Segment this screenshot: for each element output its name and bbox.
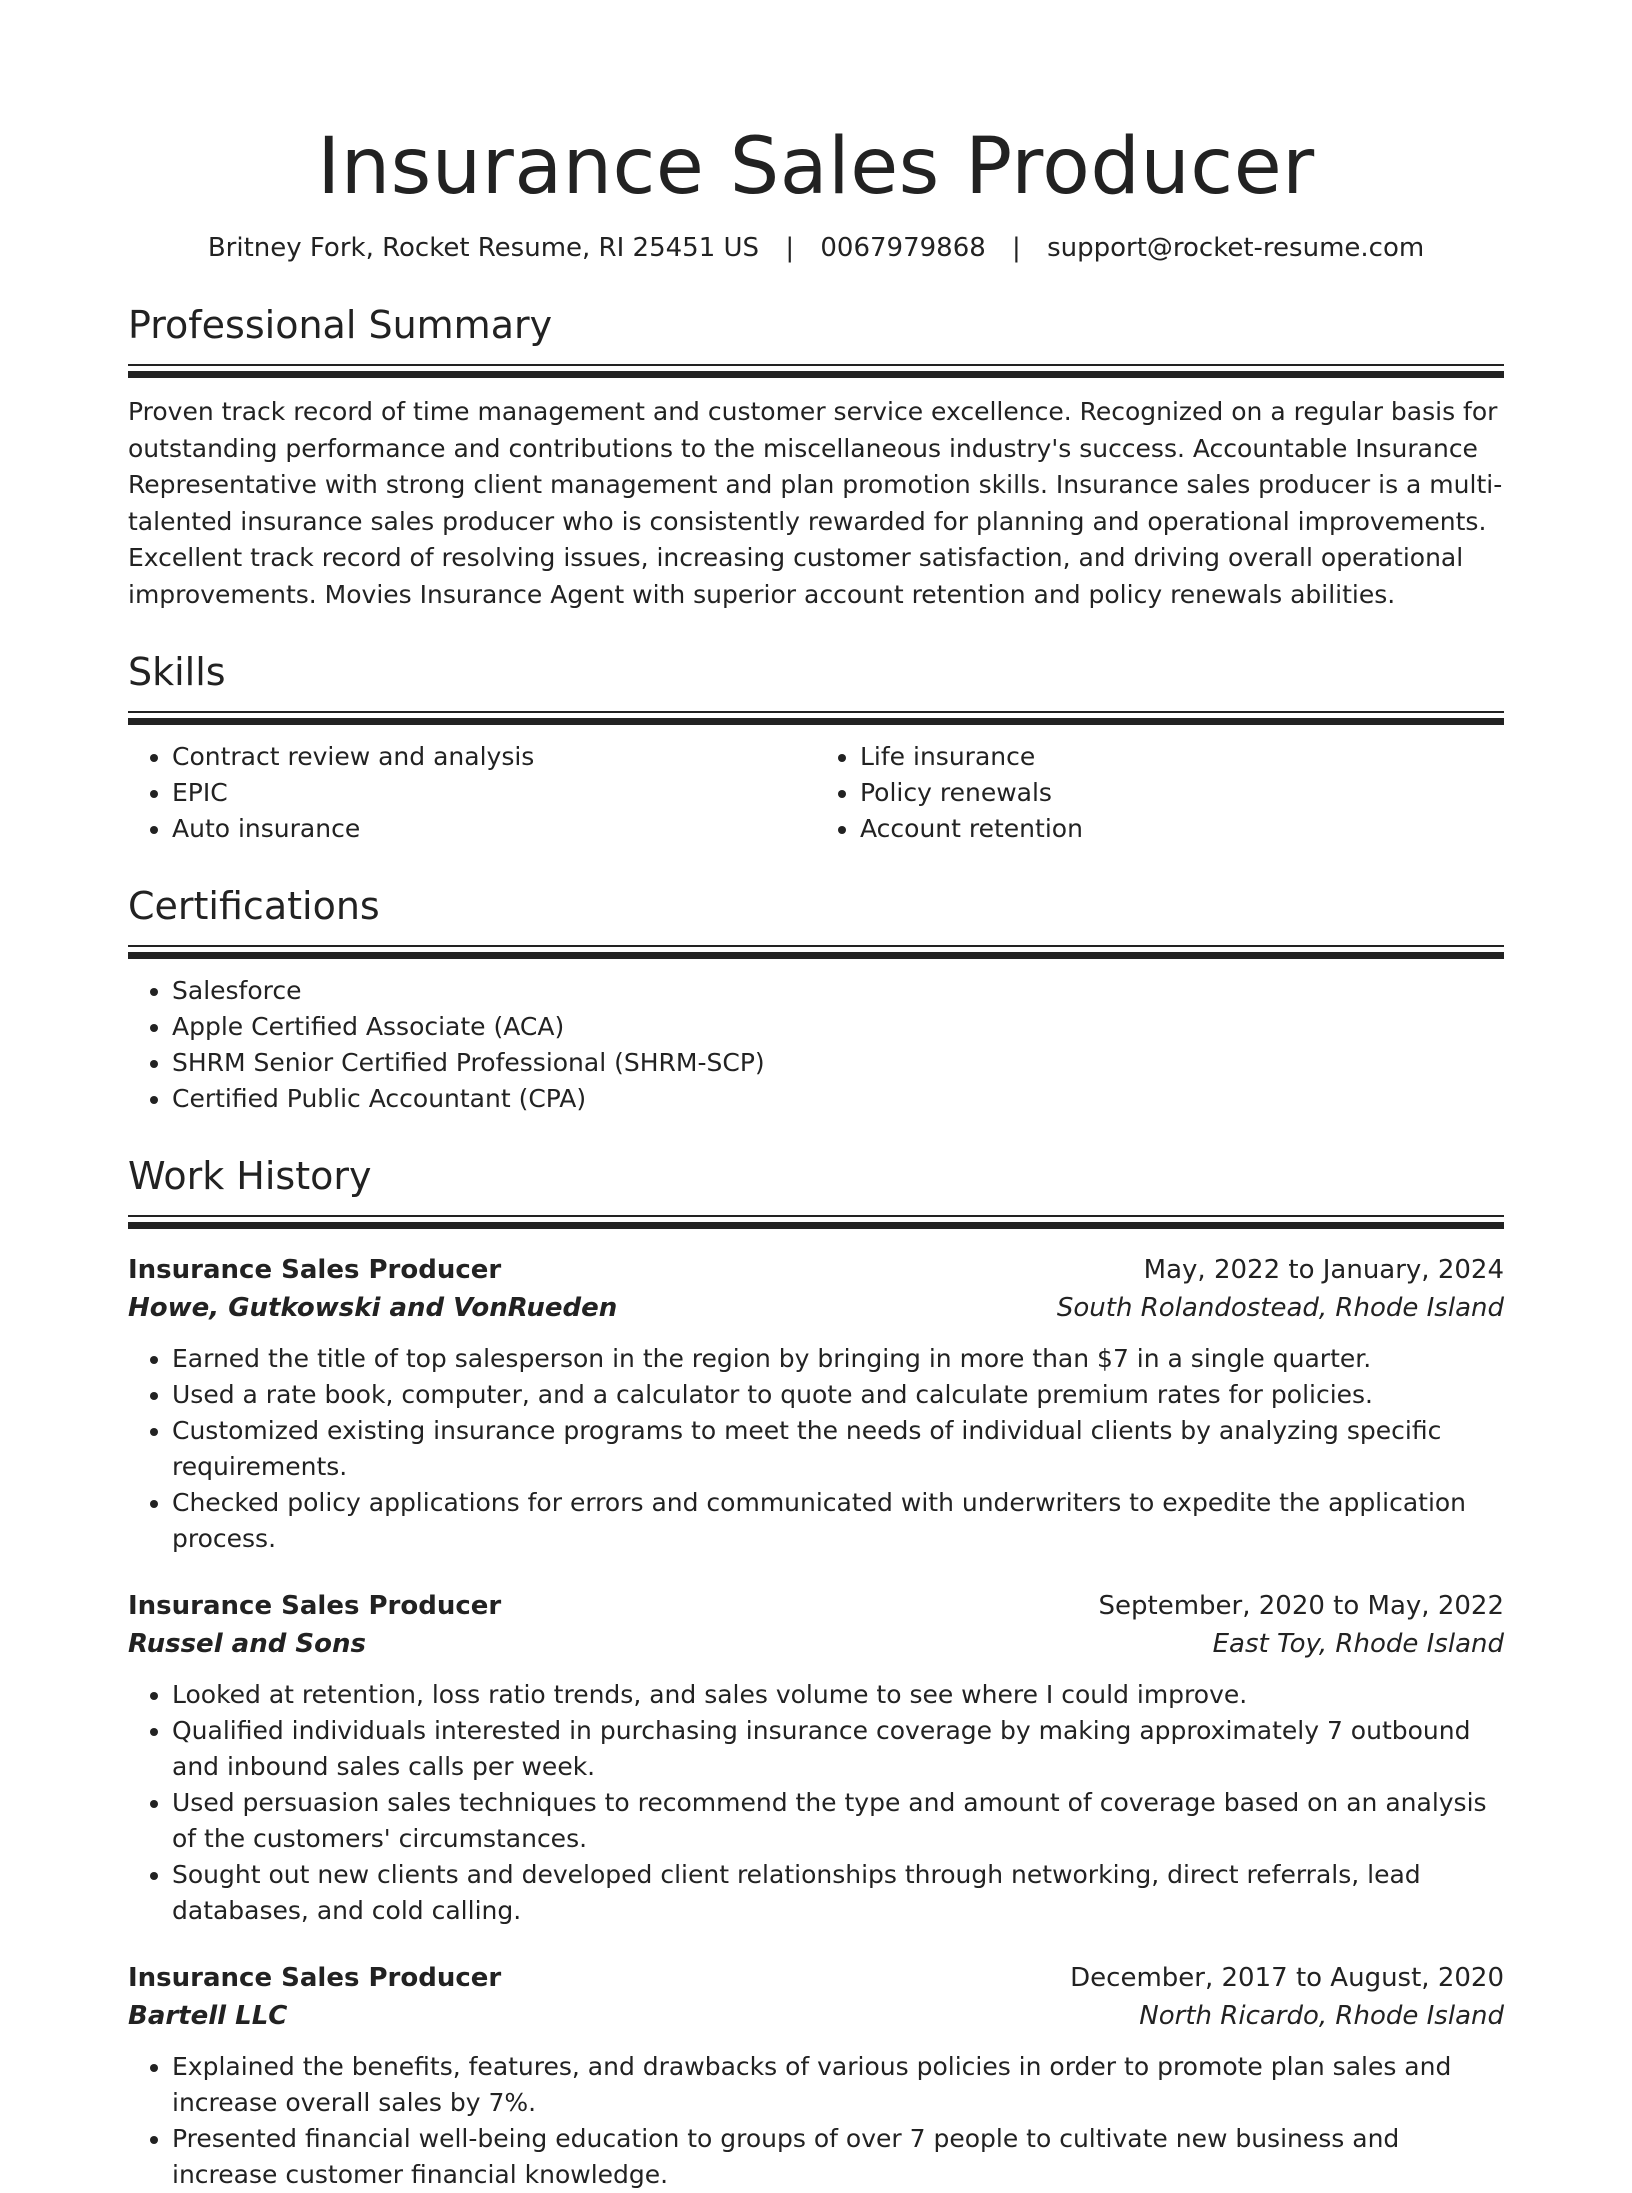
job-location: East Toy, Rhode Island: [1212, 1629, 1504, 1659]
contact-separator: |: [1012, 233, 1021, 263]
job-subheader: [128, 1625, 1504, 1663]
job-bullet: • Looked at retention, loss ratio trends, and sales volume to see where I could improve.: [172, 1677, 1504, 1713]
summary-text: Proven track record of time management and customer service excellence. Recognized on a regular basis for outstanding performance and contributions to the miscellaneous industry's success. Accountable Insurance Representative with strong client management and plan promotion skills. Insurance sales producer is a multi-talented insurance sales producer who is consistently rewarded for planning and operational improvements. Excellent track record of resolving issues, increasing customer satisfaction, and driving overall operational improvements. Movies Insurance Agent with superior account retention and policy renewals abilities.: [128, 397, 1503, 609]
job-subheader: [128, 1997, 1504, 2035]
job-bullets: [128, 1677, 1504, 1929]
skills-grid: [128, 739, 1504, 847]
job-title: Insurance Sales Producer: [128, 1963, 502, 1993]
job-bullet: • Customized existing insurance programs to meet the needs of individual clients by analyzing specific requirements.: [172, 1413, 1504, 1485]
contact-phone[interactable]: 0067979868: [820, 233, 986, 263]
job-header: [128, 1959, 1504, 1997]
job-bullet: • Earned the title of top salesperson in the region by bringing in more than $7 in a single quarter.: [172, 1341, 1504, 1377]
skill-item: • EPIC: [172, 775, 816, 811]
section-heading-work-history: Work History: [128, 1154, 372, 1198]
certifications-section: [128, 881, 1504, 1117]
skills-section: [128, 647, 1504, 847]
section-divider: [128, 945, 1504, 959]
section-divider: [128, 1215, 1504, 1229]
job-bullet: • Checked policy applications for errors and communicated with underwriters to expedite the application process.: [172, 1485, 1504, 1557]
section-heading-skills: Skills: [128, 650, 226, 694]
certification-item: • Certified Public Accountant (CPA): [172, 1081, 1504, 1117]
work-history-section: [128, 1151, 1504, 2193]
skill-item: • Life insurance: [860, 739, 1504, 775]
job-bullet: • Used persuasion sales techniques to recommend the type and amount of coverage based on an analysis of the customers' circumstances.: [172, 1785, 1504, 1857]
certification-item: • SHRM Senior Certified Professional (SHRM-SCP): [172, 1045, 1504, 1081]
skill-item: • Contract review and analysis: [172, 739, 816, 775]
job-dates: December, 2017 to August, 2020: [1070, 1963, 1504, 1993]
skill-item: • Policy renewals: [860, 775, 1504, 811]
contact-address: Britney Fork, Rocket Resume, RI 25451 US: [207, 233, 760, 263]
job-company: Russel and Sons: [128, 1629, 366, 1659]
certifications-list: [128, 973, 1504, 1117]
certification-item: • Apple Certified Associate (ACA): [172, 1009, 1504, 1045]
job-entry: [128, 1587, 1504, 1929]
contact-line: [128, 230, 1504, 266]
job-title: Insurance Sales Producer: [128, 1591, 502, 1621]
job-dates: May, 2022 to January, 2024: [1143, 1255, 1504, 1285]
job-bullet: • Qualified individuals interested in purchasing insurance coverage by making approximately 7 outbound and inbound sales calls per week.: [172, 1713, 1504, 1785]
job-subheader: [128, 1289, 1504, 1327]
section-divider: [128, 711, 1504, 725]
skill-item: • Auto insurance: [172, 811, 816, 847]
job-bullet: • Explained the benefits, features, and drawbacks of various policies in order to promote plan sales and increase overall sales by 7%.: [172, 2049, 1504, 2121]
contact-email[interactable]: support@rocket-resume.com: [1047, 233, 1425, 263]
job-header: [128, 1251, 1504, 1289]
summary-section: [128, 300, 1504, 613]
job-bullet: • Used a rate book, computer, and a calculator to quote and calculate premium rates for policies.: [172, 1377, 1504, 1413]
job-bullet: • Presented financial well-being education to groups of over 7 people to cultivate new business and increase customer financial knowledge.: [172, 2121, 1504, 2193]
job-header: [128, 1587, 1504, 1625]
job-bullets: [128, 2049, 1504, 2193]
job-location: South Rolandostead, Rhode Island: [1056, 1293, 1504, 1323]
job-entry: [128, 1959, 1504, 2193]
job-title: Insurance Sales Producer: [128, 1255, 502, 1285]
skills-list-right: [816, 739, 1504, 847]
section-heading-certifications: Certifications: [128, 884, 380, 928]
contact-separator: |: [785, 233, 795, 263]
section-heading-summary: Professional Summary: [128, 303, 553, 347]
skills-list-left: [128, 739, 816, 847]
job-company: Bartell LLC: [128, 2001, 288, 2031]
job-bullet: • Sought out new clients and developed client relationships through networking, direct referrals, lead databases, and cold calling.: [172, 1857, 1504, 1929]
job-dates: September, 2020 to May, 2022: [1098, 1591, 1504, 1621]
skill-item: • Account retention: [860, 811, 1504, 847]
section-divider: [128, 364, 1504, 378]
certification-item: • Salesforce: [172, 973, 1504, 1009]
job-entry: [128, 1251, 1504, 1557]
resume-title: Insurance Sales Producer: [317, 122, 1315, 212]
job-company: Howe, Gutkowski and VonRueden: [128, 1293, 618, 1323]
job-bullets: [128, 1341, 1504, 1557]
job-location: North Ricardo, Rhode Island: [1139, 2001, 1504, 2031]
